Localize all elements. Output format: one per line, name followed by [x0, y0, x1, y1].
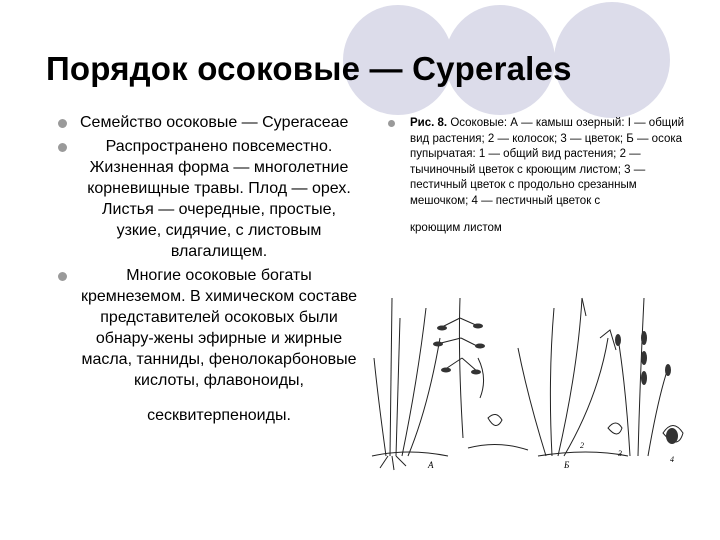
figure-label-4: 4 [670, 455, 674, 464]
figure-caption-continuation: кроющим листом [410, 222, 502, 234]
bullet-item [58, 265, 358, 391]
bullet-dot [58, 272, 67, 281]
bullet-dot [388, 120, 395, 127]
figure-caption-block [388, 116, 698, 236]
bullet-item [58, 112, 358, 133]
bullet-dot [58, 143, 67, 152]
figure-label-b: Б [564, 460, 570, 470]
bullet-text: Распространено повсеместно. Жизненная форма — многолетние корневищные травы. Плод — орех. Листья — очередные, простые, узкие, сидячие, с листовым влагалищем. [87, 138, 351, 260]
figure-label-a: А [428, 460, 434, 470]
caption-item [388, 116, 698, 209]
sedge-illustration [368, 278, 694, 474]
left-bullet-list [58, 112, 358, 426]
figure-label-3: 3 [618, 449, 622, 458]
bullet-text: Семейство осоковые — Cyperaceae [80, 114, 349, 131]
figure-label-2: 2 [580, 441, 584, 450]
figure-number: Рис. 8. [410, 117, 448, 129]
figure-caption-text: Осоковые: А — камыш озерный: I — общий вид растения; 2 — колосок; 3 — цветок; Б — осока пупырчатая: 1 — общий вид растения; 2 —тычиночный цветок с кроющим листом; 3 — пестичный цветок с продольно срезанным мешочком; 4 — пестичный цветок с [410, 117, 685, 207]
bullet-continuation: сесквитерпеноиды. [147, 407, 291, 424]
figure-caption [388, 116, 698, 209]
bullet-dot [58, 119, 67, 128]
slide-title: Порядок осоковые — Cyperales [46, 50, 572, 87]
bullet-item [58, 136, 358, 262]
bullet-text: Многие осоковые богаты кремнеземом. В химическом составе представителей осоковых были обнару-жены эфирные и жирные масла, танниды, фенолокарбоновые кислоты, флавоноиды, [80, 267, 358, 389]
